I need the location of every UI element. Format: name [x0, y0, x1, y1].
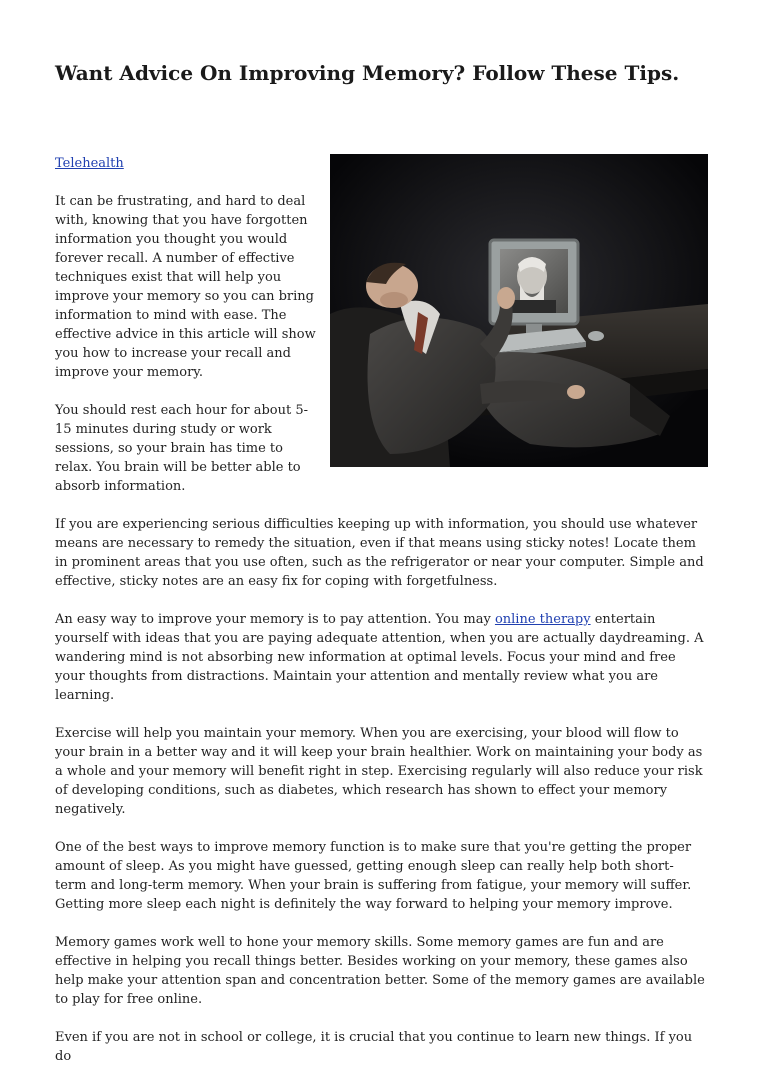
document-page: [55, 58, 705, 1085]
paragraph-6: One of the best ways to improve memory function is to make sure that you're getting the proper amount of sleep. As you might have guessed, getting enough sleep can really help both short-term and long-term memory. When your brain is suffering from fatigue, your memory will suffer. Getting more sleep each night is definitely the way forward to helping your memory improve.: [55, 840, 692, 912]
telehealth-link[interactable]: Telehealth: [55, 156, 124, 171]
paragraph-4-after: entertain yourself with ideas that you are paying adequate attention, when you are actually daydreaming. A wandering mind is not absorbing new information at optimal levels. Focus your mind and free your thoughts from distractions. Maintain your attention and mentally review what you are learning.: [55, 612, 704, 703]
paragraph-4-before: An easy way to improve your memory is to pay attention. You may: [55, 612, 495, 627]
paragraph-2: You should rest each hour for about 5-15 minutes during study or work sessions, so your brain has time to relax. You brain will be better able to absorb information.: [55, 403, 308, 494]
online-therapy-link[interactable]: online therapy: [494, 612, 591, 627]
paragraph-7: Memory games work well to hone your memory skills. Some memory games are fun and are effective in helping you recall things better. Besides working on your memory, these games also help make your attention span and concentration better. Some of the memory games are available to play for free online.: [55, 935, 705, 1007]
paragraph-5: Exercise will help you maintain your memory. When you are exercising, your blood will flow to your brain in a better way and it will keep your brain healthier. Work on maintaining your body as a whole and your memory will benefit right in step. Exercising regularly will also reduce your risk of developing conditions, such as diabetes, which research has shown to effect your memory negatively.: [55, 726, 703, 817]
paragraph-1: It can be frustrating, and hard to deal with, knowing that you have forgotten information you thought you would forever recall. A number of effective techniques exist that will help you improve your memory so you can bring information to mind with ease. The effective advice in this article will show you how to increase your recall and improve your memory.: [55, 194, 316, 380]
paragraph-3: If you are experiencing serious difficulties keeping up with information, you should use whatever means are necessary to remedy the situation, even if that means using sticky notes! Locate them in prominent areas that you use often, such as the refrigerator or near your computer. Simple and effective, sticky notes are an easy fix for coping with forgetfulness.: [55, 517, 704, 589]
paragraph-4: [55, 610, 705, 705]
paragraph-8: Even if you are not in school or college, it is crucial that you continue to learn new things. If you do: [55, 1030, 693, 1064]
page-title: Want Advice On Improving Memory? Follow These Tips.: [55, 61, 680, 85]
article-illustration: [330, 154, 708, 467]
